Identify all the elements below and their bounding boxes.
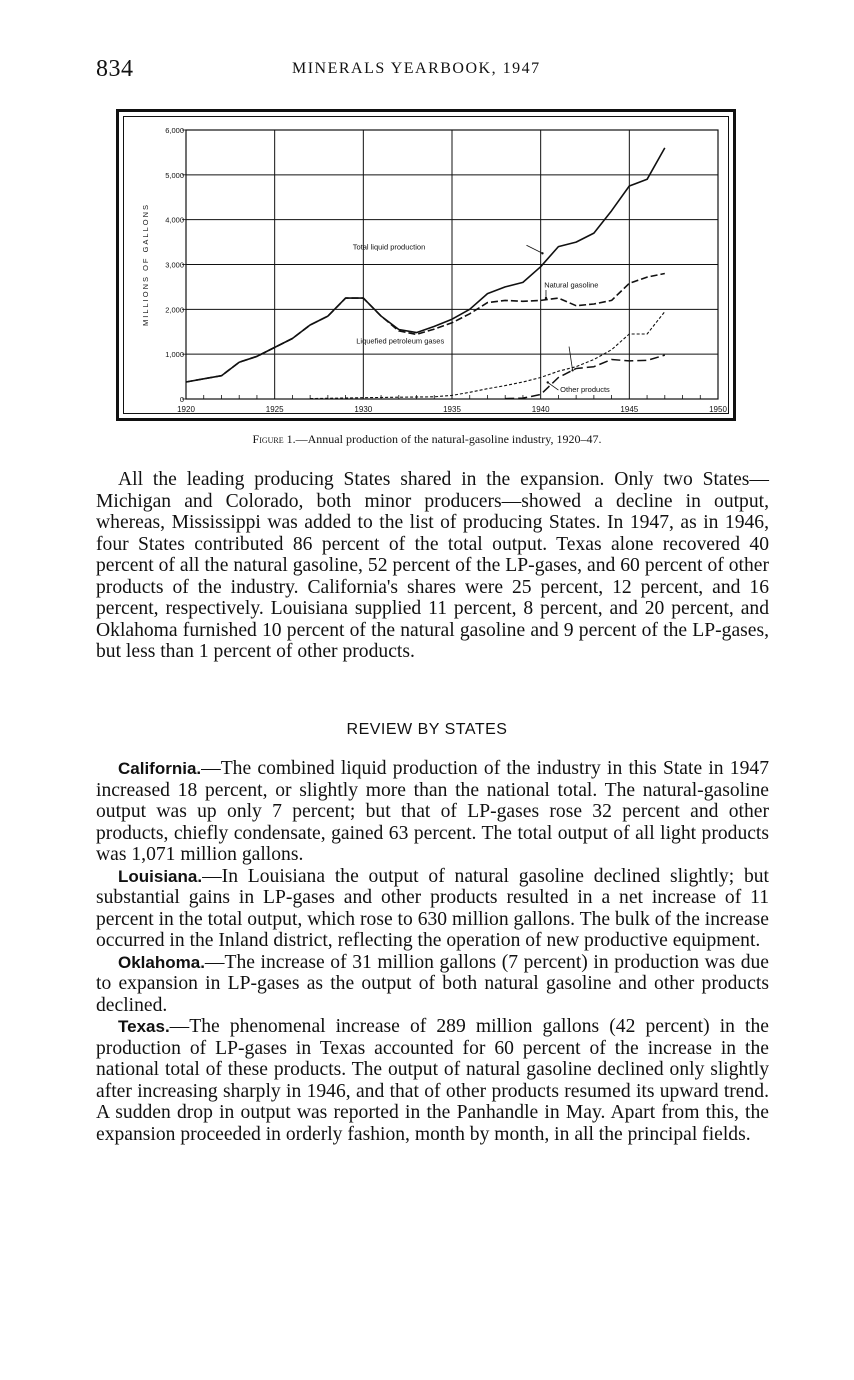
state-name-oklahoma: Oklahoma.	[118, 952, 205, 972]
annotation-label: Natural gasoline	[544, 280, 599, 290]
y-tick-label: 1,000	[165, 350, 184, 360]
annotation-leader	[526, 245, 542, 253]
state-paragraph-california	[96, 758, 769, 866]
state-text-louisiana: —In Louisiana the output of natural gasoline declined slightly; but substantial gains in LP-gases and other products resulted in a net increase of 11 percent in the total output, which rose to 630 million gallons. The bulk of the increase occurred in the Inland district, reflecting the operation of new productive equipment.	[96, 865, 769, 951]
y-tick-label: 2,000	[165, 305, 184, 315]
chart-annotations	[353, 243, 610, 394]
state-paragraph-louisiana	[96, 866, 769, 952]
state-name-california: California.	[118, 759, 202, 778]
annotation-label: Liquefied petroleum gases	[356, 336, 445, 346]
annotation-arrowhead	[541, 252, 543, 254]
page-number: 834	[96, 56, 134, 82]
annotation-arrowhead	[571, 369, 573, 371]
y-tick-label: 4,000	[165, 215, 184, 225]
annotation-leader	[569, 347, 573, 371]
state-text-oklahoma: —The increase of 31 million gallons (7 percent) in production was due to expansion in LP-gases as the output of both natural gasoline and other products declined.	[96, 951, 769, 1016]
x-tick-label: 1950	[709, 405, 727, 413]
state-name-louisiana: Louisiana.	[118, 866, 203, 886]
intro-paragraph: All the leading producing States shared in the expansion. Only two States—Michigan and Colorado, both minor producers—showed a decline in output, whereas, Mississippi was added to the list of producing States. In 1947, as in 1946, four States contributed 86 percent of the total output. Texas alone recovered 40 percent of all the natural gasoline, 52 percent of the LP-gases, and 60 percent of other products of the industry. California's shares were 25 percent, 12 percent, and 16 percent, respectively. Louisiana supplied 11 percent, 8 percent, and 20 percent, and Oklahoma furnished 10 percent of the natural gasoline and 9 percent of the LP-gases, but less than 1 percent of other products.	[96, 469, 769, 662]
figure-caption	[0, 432, 854, 447]
y-tick-label: 6,000	[165, 126, 184, 135]
y-tick-label: 5,000	[165, 170, 184, 180]
series-line-natural-gasoline	[186, 274, 665, 383]
state-reviews	[96, 758, 769, 1145]
x-tick-label: 1940	[531, 405, 550, 413]
y-tick-label: 3,000	[165, 260, 184, 270]
y-tick-label: 0	[179, 395, 184, 404]
x-tick-label: 1935	[443, 405, 461, 413]
intro-block	[96, 469, 769, 663]
state-text-california: —The combined liquid production of the industry in this State in 1947 increased 18 percent, or slightly more than the national total. The natural-gasoline output was up only 7 percent; but that of LP-gases rose 32 percent and other products, chiefly condensate, gained 63 percent. The total output of all light products was 1,071 million gallons.	[96, 758, 769, 865]
section-heading: REVIEW BY STATES	[346, 721, 508, 738]
annotation-label: Other products	[560, 384, 610, 394]
x-tick-label: 1930	[354, 405, 373, 413]
state-paragraph-texas	[96, 1016, 769, 1145]
production-line-chart	[124, 117, 728, 413]
annotation-arrowhead	[545, 297, 547, 299]
state-paragraph-oklahoma	[96, 952, 769, 1017]
chart-series	[186, 148, 665, 399]
figure-caption-text: —Annual production of the natural-gasoline industry, 1920–47.	[295, 432, 602, 446]
x-tick-label: 1920	[177, 405, 195, 413]
running-title: MINERALS YEARBOOK, 1947	[292, 60, 541, 77]
annotation-arrowhead	[547, 381, 549, 383]
annotation-label: Total liquid production	[352, 242, 426, 252]
y-axis-label: MILLIONS OF GALLONS	[141, 202, 150, 327]
state-text-texas: —The phenomenal increase of 289 million gallons (42 percent) in the production of LP-gases in Texas accounted for 60 percent of the increase in the national total of these products. The output of natural gasoline declined only slightly after increasing sharply in 1946, and that of other products resumed its upward trend. A sudden drop in output was reported in the Panhandle in May. Apart from this, the expansion proceeded in orderly fashion, month by month, in all the principal fields.	[96, 1016, 769, 1145]
figure-caption-label: Figure 1.	[252, 432, 296, 446]
state-name-texas: Texas.	[118, 1017, 170, 1036]
figure-inner-border	[123, 116, 729, 414]
x-tick-label: 1925	[265, 405, 284, 413]
x-tick-label: 1945	[620, 405, 639, 413]
figure-frame	[116, 109, 736, 421]
chart-grid	[186, 130, 718, 399]
